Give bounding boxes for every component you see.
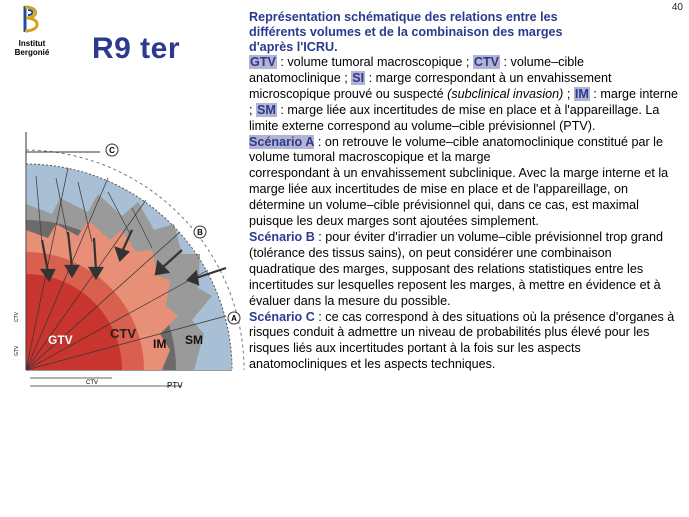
label-c-marker [106, 144, 118, 156]
ctv-label: CTV [110, 326, 136, 341]
im-label: IM [153, 337, 167, 351]
y-ctv-label: CTV [14, 312, 20, 322]
label-b-marker [194, 226, 206, 238]
logo-line-2: Bergonié [14, 48, 50, 57]
slide-title: R9 ter [92, 32, 181, 65]
x-ctv-label: CTV [86, 380, 98, 386]
svg-text:A: A [231, 314, 237, 323]
scenario-c-paragraph: Scénario C : ce cas correspond à des situations où la présence d'organes à risques conduit à admettre un niveau de probabilités plus élevé pour les risques liés aux incertitudes portant à la fois sur les aspects anatomocliniques et les aspects techniques. [249, 309, 675, 372]
slide-heading [249, 10, 679, 55]
svg-text:B: B [197, 228, 203, 237]
volumes-svg [12, 120, 248, 390]
scenario-a-continued: correspondant à un envahissement subclinique. Avec la marge interne et la marge liée aux incertitudes de mise en place et de l'appareillage, on détermine un volume–cible prévisionnel qui, dans ce cas, est maximal puisque les deux marges sont ajoutées simplement. [249, 166, 669, 229]
gtv-label: GTV [48, 333, 73, 347]
im-term: IM [574, 86, 589, 101]
icru-volumes-diagram [12, 120, 248, 395]
logo-line-1: Institut [18, 39, 46, 48]
text-column [249, 10, 679, 373]
x-ptv-label: PTV [167, 381, 183, 390]
ctv-term: CTV [473, 55, 500, 69]
slide-number: 40 [671, 2, 683, 13]
sm-label: SM [185, 333, 203, 347]
scenario-b-label: Scénario B [249, 229, 315, 244]
svg-text:C: C [109, 146, 115, 155]
bergonie-b-icon [19, 4, 45, 34]
si-term: SI [352, 70, 365, 85]
institut-bergonie-logo [6, 4, 58, 57]
label-a-marker [228, 312, 240, 324]
sm-term: SM [257, 102, 276, 117]
scenario-b-paragraph: Scénario B : pour éviter d'irradier un volume–cible prévisionnel trop grand (tolérance des tissus sains), on peut considérer une combinaison quadratique des marges, supposant des relations statistiques entre les incertitudes sur lesquelles reposent les marges, à mettre en évidence et à évaluer dans la mesure du possible. [249, 229, 664, 308]
definitions-paragraph: GTV : volume tumoral macroscopique ; CTV : volume–cible anatomoclinique ; SI : marge correspondant à un envahissement microscopique prouvé ou suspecté (subclinical invasion) ; IM : marge interne ; SM : marge liée aux incertitudes de mise en place et à l'appareillage. La limite externe correspond au volume–cible prévisionnel (PTV). [249, 55, 679, 133]
heading-line-1: Représentation schématique des relations entre les [249, 10, 558, 24]
scenario-c-label: Scénario C [249, 309, 315, 324]
heading-line-2: différents volumes et de la combinaison des marges [249, 25, 563, 39]
y-gtv-label: GTV [14, 345, 20, 356]
heading-line-3: d'après l'ICRU. [249, 40, 338, 54]
gtv-term: GTV [250, 55, 276, 69]
scenario-a-paragraph: Scénario A : on retrouve le volume–cible anatomoclinique constitué par le volume tumoral macroscopique et la marge [249, 134, 663, 165]
scenario-a-label: Scénario A [249, 134, 315, 149]
